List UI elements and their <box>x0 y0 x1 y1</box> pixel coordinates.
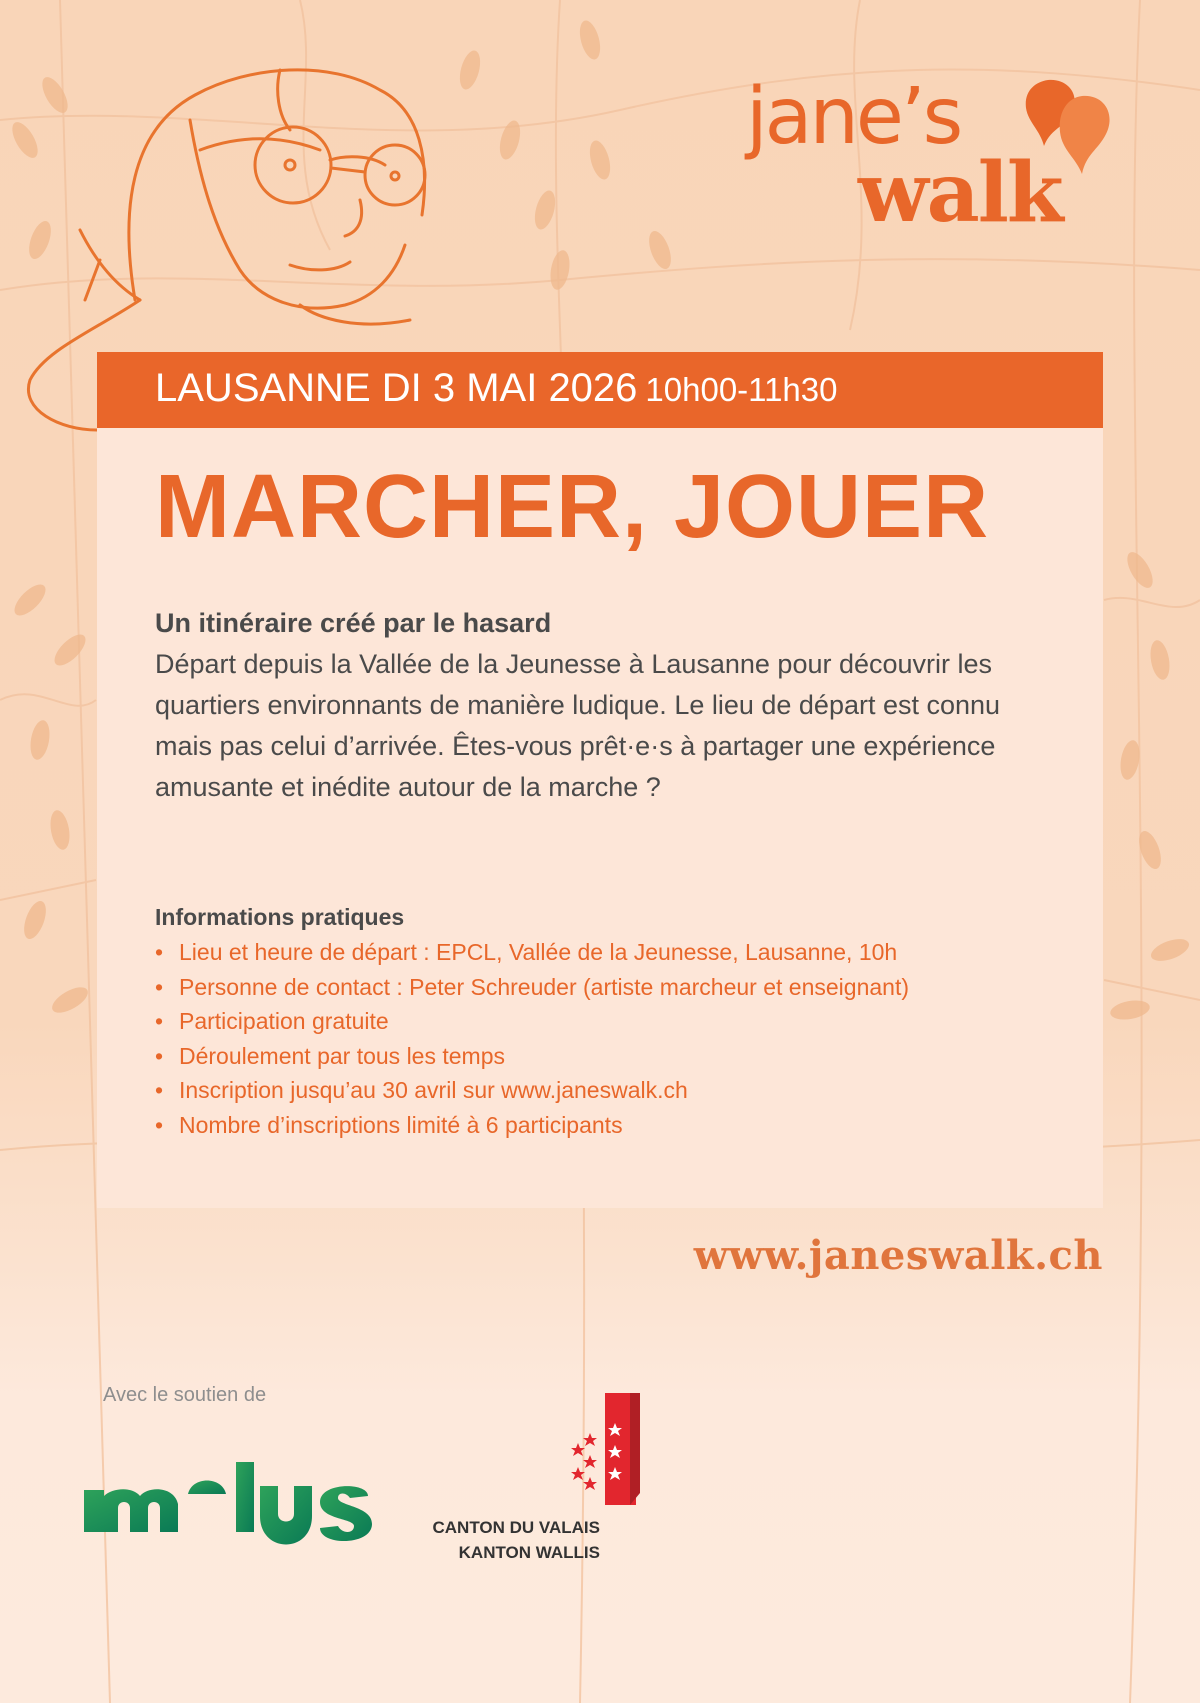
canton-valais-text <box>430 1515 600 1565</box>
logo-walk-text: walk <box>858 145 1062 241</box>
logo-janes-text: jane’s <box>746 72 961 162</box>
event-description: Départ depuis la Vallée de la Jeunesse à Lausanne pour découvrir les quartiers environnants de manière ludique. Le lieu de départ est connu mais pas celui d’arrivée. Êtes-vous prêt·e·s à partager une expérience amusante et inédite autour de la marche ? <box>155 649 1001 802</box>
valais-line1: CANTON DU VALAIS <box>432 1518 600 1537</box>
event-city-date: LAUSANNE DI 3 MAI 2026 <box>155 366 638 410</box>
janes-walk-logo[interactable] <box>740 70 1120 250</box>
info-item-registration: • Inscription jusqu’au 30 avril sur www.janeswalk.ch <box>155 1073 909 1108</box>
info-title: Informations pratiques <box>155 904 405 930</box>
info-item-contact: • Personne de contact : Peter Schreuder (artiste marcheur et enseignant) <box>155 970 909 1005</box>
event-title: MARCHER, JOUER <box>155 457 990 557</box>
modus-logo[interactable] <box>84 1462 384 1562</box>
event-time: 10h00-11h30 <box>645 371 838 408</box>
canton-valais-flag[interactable] <box>570 1393 640 1505</box>
info-item-departure: • Lieu et heure de départ : EPCL, Vallée de la Jeunesse, Lausanne, 10h <box>155 935 909 970</box>
info-list <box>155 935 909 1142</box>
website-link[interactable]: www.janeswalk.ch <box>693 1232 1103 1279</box>
date-banner <box>97 352 1103 428</box>
info-item-weather: • Déroulement par tous les temps <box>155 1039 909 1074</box>
event-card <box>97 352 1103 1208</box>
valais-line2: KANTON WALLIS <box>458 1543 600 1562</box>
event-subtitle: Un itinéraire créé par le hasard <box>155 608 552 638</box>
speech-bubbles-icon <box>1000 70 1120 220</box>
info-item-limit: • Nombre d’inscriptions limité à 6 participants <box>155 1108 909 1143</box>
support-label: Avec le soutien de <box>103 1384 267 1406</box>
info-item-price: • Participation gratuite <box>155 1004 909 1039</box>
